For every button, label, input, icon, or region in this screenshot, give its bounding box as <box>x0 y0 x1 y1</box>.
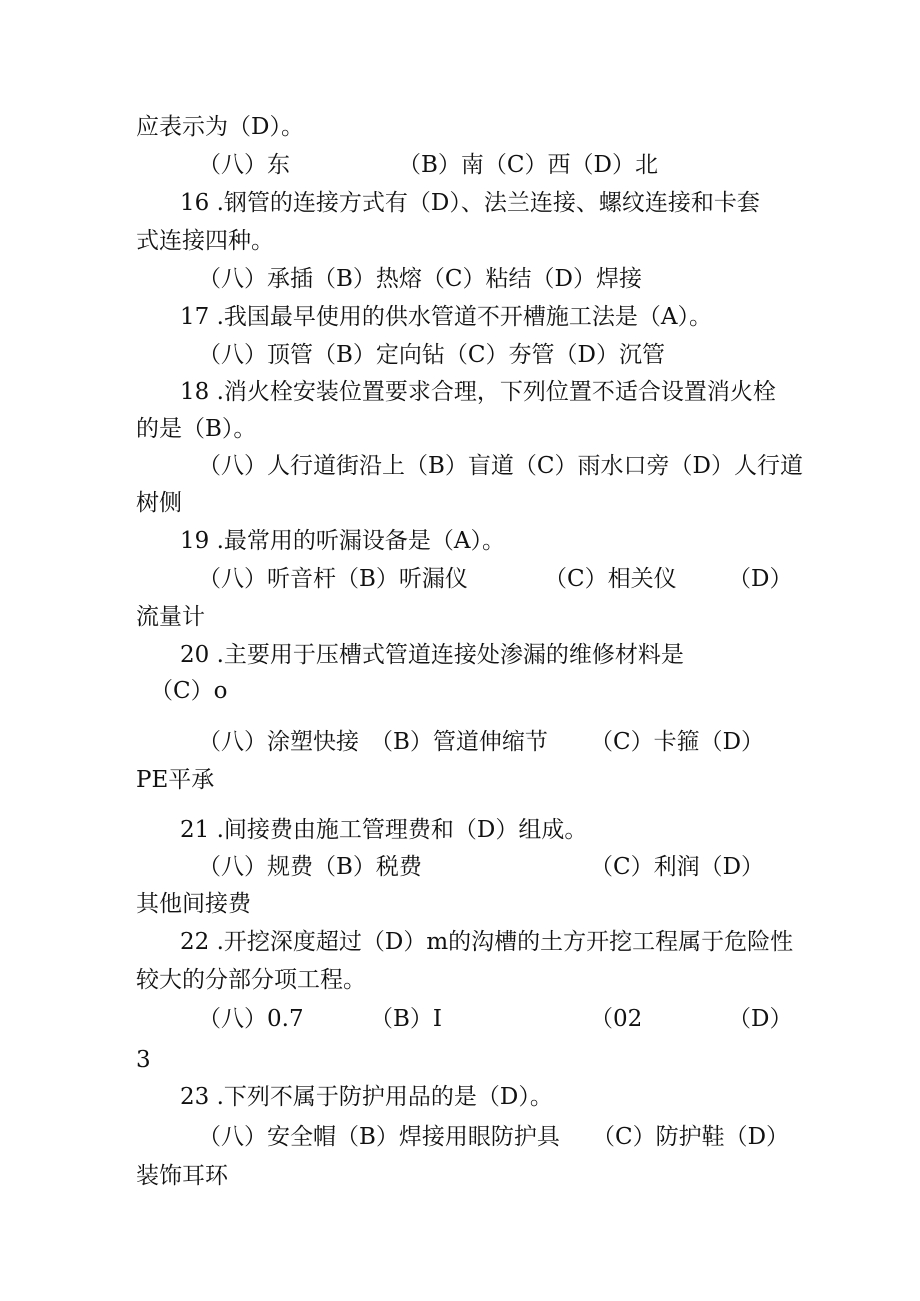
q22-option-b: （B）I <box>370 1006 442 1032</box>
q20-stem-cont: （C）o <box>150 678 228 704</box>
q23-option-cd: （C）防护鞋（D） <box>592 1124 790 1150</box>
q17-options: （八）顶管（B）定向钻（C）夯管（D）沉管 <box>198 342 665 368</box>
q23-option-ab: （八）安全帽（B）焊接用眼防护具 <box>198 1124 560 1150</box>
q20-option-cd: （C）卡箍（D） <box>590 729 765 755</box>
q15-option-bcd: （B）南（C）西（D）北 <box>398 152 658 178</box>
q20-stem: 20 .主要用于压槽式管道连接处渗漏的维修材料是 <box>180 642 684 668</box>
q18-stem-cont: 的是（B）。 <box>136 416 257 442</box>
q23-stem: 23 .下列不属于防护用品的是（D）。 <box>180 1084 553 1110</box>
q22-option-a: （八）0.7 <box>198 1006 304 1032</box>
q22-option-d: （D） <box>728 1006 793 1032</box>
q22-option-d-cont: 3 <box>136 1047 151 1073</box>
q16-options: （八）承插（B）热熔（C）粘结（D）焊接 <box>198 266 642 292</box>
q21-option-cd: （C）利润（D） <box>590 854 765 880</box>
q17-stem: 17 .我国最早使用的供水管道不开槽施工法是（A）。 <box>180 304 712 330</box>
q19-option-d-cont: 流量计 <box>136 604 205 630</box>
q20-option-a: （八）涂塑快接 <box>198 729 359 755</box>
q20-option-d-cont: PE平承 <box>136 767 215 793</box>
q21-stem: 21 .间接费由施工管理费和（D）组成。 <box>180 817 588 843</box>
q18-options: （八）人行道街沿上（B）盲道（C）雨水口旁（D）人行道 <box>198 453 803 479</box>
q23-option-d-cont: 装饰耳环 <box>136 1163 228 1189</box>
q19-option-ab: （八）听音杆（B）听漏仪 <box>198 566 468 592</box>
q16-stem-cont: 式连接四种。 <box>136 228 274 254</box>
q15-stem-cont: 应表示为（D）。 <box>136 114 304 140</box>
q18-stem: 18 .消火栓安装位置要求合理，下列位置不适合设置消火栓 <box>180 379 776 405</box>
q19-option-d: （D） <box>728 566 793 592</box>
q19-stem: 19 .最常用的听漏设备是（A）。 <box>180 528 505 554</box>
q15-option-a: （八）东 <box>198 152 290 178</box>
q19-option-c: （C）相关仪 <box>544 566 677 592</box>
q22-stem: 22 .开挖深度超过（D）m的沟槽的土方开挖工程属于危险性 <box>180 929 794 955</box>
q16-stem: 16 .钢管的连接方式有（D）、法兰连接、螺纹连接和卡套 <box>180 190 760 216</box>
q18-options-cont: 树侧 <box>136 490 182 516</box>
q20-option-b: （B）管道伸缩节 <box>370 729 548 755</box>
q22-option-c: （02 <box>590 1006 643 1032</box>
q22-stem-cont: 较大的分部分项工程。 <box>136 967 366 993</box>
q21-option-d-cont: 其他间接费 <box>136 891 251 917</box>
q21-option-ab: （八）规费（B）税费 <box>198 854 422 880</box>
